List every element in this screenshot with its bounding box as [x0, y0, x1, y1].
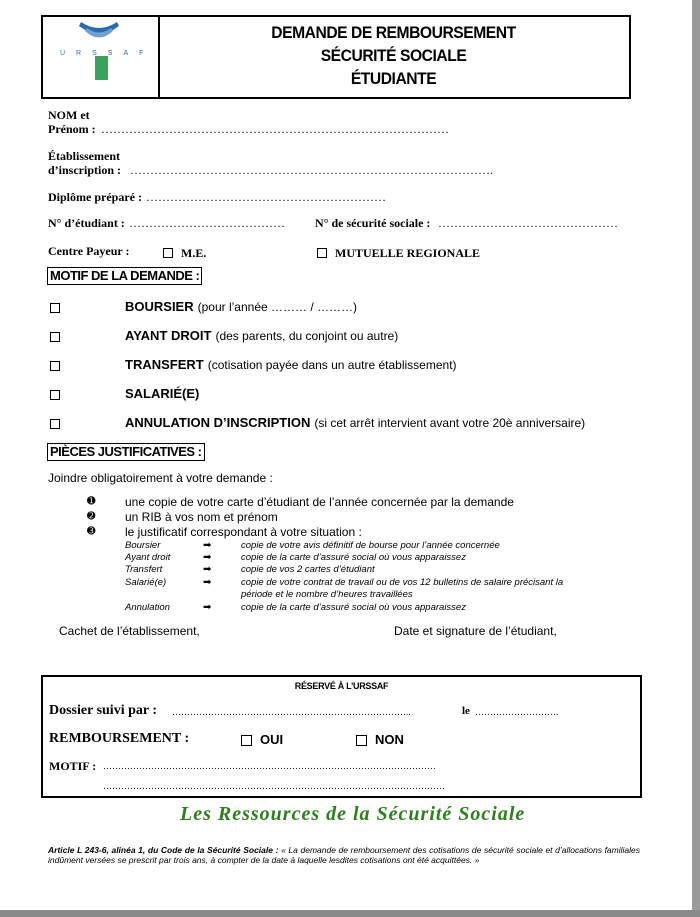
le-field[interactable]: ……………………….	[475, 707, 559, 717]
article-reference: Article L 243-6, alinéa 1, du Code de la Sécurité Sociale :	[48, 845, 279, 855]
num-secu-label: N° de sécurité sociale :	[315, 216, 431, 230]
etablissement-field[interactable]: ……………………………………………………………………………….	[130, 163, 493, 177]
title-line-1: DEMANDE DE REMBOURSEMENT	[271, 23, 516, 42]
nom-label-line2: Prénom :	[48, 122, 96, 136]
piece-1-text: une copie de votre carte d’étudiant de l’année concernée par la demande	[125, 495, 514, 509]
justif-case: Transfert	[125, 564, 163, 575]
title-line-2: SÉCURITÉ SOCIALE	[320, 46, 467, 65]
date-signature-label: Date et signature de l’étudiant,	[394, 624, 557, 638]
checkbox-transfert[interactable]	[50, 361, 60, 371]
form-header	[41, 15, 631, 99]
logo-text: URSSAF	[60, 50, 155, 57]
checkbox-mutuelle[interactable]	[317, 248, 327, 258]
arrow-icon: ➡	[203, 552, 212, 563]
justif-text-continued: période et le nombre d’heures travaillées	[241, 589, 413, 600]
nom-field[interactable]: ……………………………………………………………………………	[101, 122, 449, 136]
motif-boursier-title: BOURSIER	[125, 299, 194, 314]
urssaf-logo	[43, 17, 160, 97]
num-secu-field[interactable]: ………………………………………	[438, 216, 618, 230]
pieces-intro: Joindre obligatoirement à votre demande :	[48, 471, 273, 485]
page-edge-bottom	[0, 910, 700, 917]
etablissement-label-line1: Établissement	[48, 149, 120, 163]
diplome-field[interactable]: ……………………………………………………	[146, 190, 386, 204]
motif-item-annulation[interactable]	[50, 415, 68, 433]
motif-item-boursier[interactable]	[50, 299, 68, 317]
justif-text: copie de votre contrat de travail ou de vos 12 bulletins de salaire précisant la	[241, 577, 564, 588]
legal-article	[48, 845, 640, 865]
arrow-icon: ➡	[203, 564, 212, 575]
motif-transfert-desc: (cotisation payée dans un autre établissement)	[207, 358, 457, 372]
motif-annulation-text	[125, 414, 585, 432]
checkbox-ayant-droit[interactable]	[50, 332, 60, 342]
piece-2-text: un RIB à vos nom et prénom	[125, 510, 278, 524]
justif-case: Boursier	[125, 540, 161, 551]
pieces-heading: PIÈCES JUSTIFICATIVES :	[47, 443, 205, 461]
brand-tagline: Les Ressources de la Sécurité Sociale	[180, 803, 526, 825]
justif-text: copie de la carte d’assuré social où vous apparaissez	[241, 602, 466, 613]
piece-3-text: le justificatif correspondant à votre situation :	[125, 525, 362, 539]
motif-boursier-text	[125, 298, 357, 316]
motif-heading: MOTIF DE LA DEMANDE :	[47, 267, 202, 285]
option-non-label: NON	[375, 732, 404, 747]
motif-ayant-droit-title: AYANT DROIT	[125, 328, 212, 343]
page-edge-right	[692, 0, 700, 917]
dossier-label: Dossier suivi par :	[49, 703, 157, 718]
centre-payeur-label: Centre Payeur :	[48, 244, 130, 258]
reserve-urssaf-box	[41, 675, 642, 798]
option-mutuelle-label: MUTUELLE REGIONALE	[335, 246, 481, 260]
justif-case: Annulation	[125, 602, 170, 613]
motif-salarie-title: SALARIÉ(E)	[125, 386, 200, 401]
justif-case: Ayant droit	[125, 552, 171, 563]
option-mutuelle[interactable]	[317, 244, 480, 262]
checkbox-salarie[interactable]	[50, 390, 60, 400]
option-me-label: M.E.	[181, 246, 207, 260]
marker-3-icon: ➌	[87, 526, 96, 537]
form-title	[158, 17, 629, 97]
checkbox-oui[interactable]	[241, 735, 252, 746]
cachet-label: Cachet de l’établissement,	[59, 624, 200, 638]
option-oui[interactable]	[241, 731, 283, 749]
title-line-3: ÉTUDIANTE	[350, 69, 437, 88]
num-etudiant-label: N° d’étudiant :	[48, 216, 125, 230]
article-text: « La demande de remboursement des cotisations de sécurité sociale et d’allocations familiales indûment versées se prescrit par trois ans, à compter de la date à laquelle lesdites cotisations ont été acquittées. »	[48, 845, 640, 865]
arrow-icon: ➡	[203, 577, 212, 588]
arrow-icon: ➡	[203, 602, 212, 613]
motif-annulation-title: ANNULATION D’INSCRIPTION	[125, 415, 311, 430]
checkbox-non[interactable]	[356, 735, 367, 746]
justif-case: Salarié(e)	[125, 577, 167, 588]
nom-label-line1: NOM et	[48, 108, 90, 122]
checkbox-me[interactable]	[163, 248, 173, 258]
motif-annulation-desc: (si cet arrêt intervient avant votre 20è anniversaire)	[314, 416, 586, 430]
reserve-heading: RÉSERVÉ À L’URSSAF	[294, 681, 389, 691]
justif-text: copie de la carte d’assuré social où vous apparaissez	[241, 552, 466, 563]
motif-transfert-text	[125, 356, 457, 374]
motif-item-transfert[interactable]	[50, 357, 68, 375]
le-label: le	[462, 705, 470, 717]
motif-ayant-droit-desc: (des parents, du conjoint ou autre)	[215, 329, 399, 343]
motif-item-ayant-droit[interactable]	[50, 328, 68, 346]
justif-text: copie de votre avis définitif de bourse pour l’année concernée	[241, 540, 500, 551]
diplome-label: Diplôme préparé :	[48, 190, 142, 204]
option-non[interactable]	[356, 731, 404, 749]
checkbox-boursier[interactable]	[50, 303, 60, 313]
motif-salarie-text	[125, 385, 199, 403]
motif-field-line2[interactable]: ……………………………………………………………………………………………………	[103, 781, 445, 791]
remboursement-label: REMBOURSEMENT :	[49, 731, 190, 746]
etablissement-label-line2: d’inscription :	[48, 163, 122, 177]
dossier-field[interactable]: ……………………………………………………………………..	[172, 707, 411, 717]
urssaf-logo-icon	[43, 17, 156, 97]
marker-2-icon: ➋	[87, 511, 96, 522]
option-me[interactable]	[163, 244, 206, 262]
motif-ayant-droit-text	[125, 327, 398, 345]
option-oui-label: OUI	[260, 732, 284, 747]
motif-transfert-title: TRANSFERT	[125, 357, 204, 372]
justif-text: copie de vos 2 cartes d’étudiant	[241, 564, 375, 575]
motif-label: MOTIF :	[49, 759, 97, 773]
motif-item-salarie[interactable]	[50, 386, 68, 404]
checkbox-annulation[interactable]	[50, 419, 60, 429]
motif-field-line1[interactable]: …………………………………………………………………………………………………	[103, 761, 436, 771]
num-etudiant-field[interactable]: …………………………………	[129, 216, 285, 230]
marker-1-icon: ➊	[87, 496, 96, 507]
arrow-icon: ➡	[203, 540, 212, 551]
motif-boursier-desc: (pour l’année ……… / ………)	[197, 300, 358, 314]
